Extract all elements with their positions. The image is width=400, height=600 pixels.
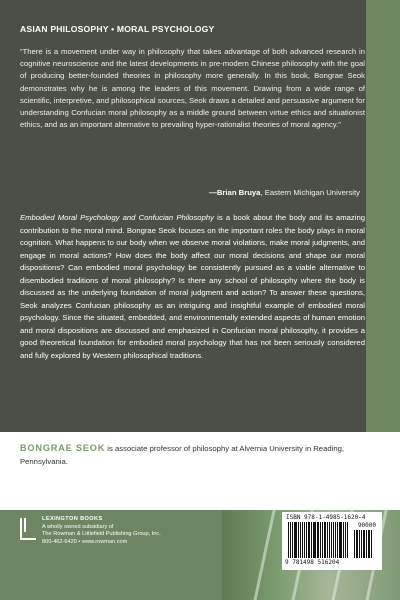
author-bio bbox=[20, 442, 380, 468]
barcode-digits: 9 781498 516204 bbox=[285, 559, 340, 566]
barcode-bars bbox=[288, 522, 348, 558]
publisher-line-1: A wholly owned subsidiary of bbox=[42, 523, 114, 530]
barcode-addon-bars bbox=[354, 530, 376, 558]
spine-accent-strip bbox=[366, 0, 400, 432]
publisher-contact: 800-462-6420 • www.rowman.com bbox=[42, 538, 128, 545]
endorsement-attribution bbox=[209, 188, 360, 197]
book-description bbox=[20, 212, 365, 362]
publisher-logo-icon bbox=[20, 518, 36, 540]
endorser-name: —Brian Bruya bbox=[209, 188, 261, 197]
publisher-line-2: The Rowman & Littlefield Publishing Group, Inc. bbox=[42, 531, 161, 538]
isbn-label: ISBN 978-1-4985-1620-4 bbox=[286, 514, 366, 521]
series-label: ASIAN PHILOSOPHY • MORAL PSYCHOLOGY bbox=[20, 24, 215, 34]
author-name: BONGRAE SEOK bbox=[20, 443, 106, 453]
publisher-name: LEXINGTON BOOKS bbox=[42, 516, 103, 522]
endorsement-quote: “There is a movement under way in philosophy that takes advantage of both advanced research in cognitive neuroscience and the latest developments in pre-modern Chinese philosophy with the goal of producing better-founded theories in philosophy more generally. In this book, Bongrae Seok demonstrates why he is among the leaders of this movement. Drawing from a wide range of scientific, interpretive, and philosophical sources, Seok draws a detailed and persuasive argument for understanding Confucian moral philosophy as a middle ground between virtue ethics and situationist ethics, and as an important alternative to prevailing hyper-rationalist theories of moral agency.” bbox=[20, 47, 365, 130]
price-code: 90000 bbox=[357, 522, 376, 529]
book-title: Embodied Moral Psychology and Confucian Philosophy bbox=[20, 213, 214, 222]
publisher-info bbox=[42, 516, 222, 546]
isbn-barcode bbox=[282, 512, 382, 570]
endorser-affiliation: , Eastern Michigan University bbox=[260, 188, 360, 197]
description-text: is a book about the body and its amazing contribution to the moral mind. Bongrae Seok focuses on the important roles the body plays in moral cognition. What happens to our body when we observe moral violations, make moral judgments, and engage in moral actions? How does the body affect our moral decisions and shape our moral dispositions? Can embodied moral psychology be consistently pursued as a viable alternative to disembodied traditions of moral philosophy? Is there any school of philosophy where the body is discussed as the underlying foundation of moral judgment and action? To answer these questions, Seok analyzes Confucian philosophy as an intriguing and insightful example of embodied moral psychology. Since the situated, embedded, and environmentally extended aspects of human emotion and moral dispositions are discussed and emphasized in Confucian moral philosophy, it provides a good theoretical foundation for embodied moral psychology that has not been seriously considered and fully explored by Western philosophical traditions. bbox=[20, 213, 365, 360]
bio-text: is associate professor of philosophy at Alvernia University in Reading, Pennsylvania. bbox=[20, 444, 345, 466]
